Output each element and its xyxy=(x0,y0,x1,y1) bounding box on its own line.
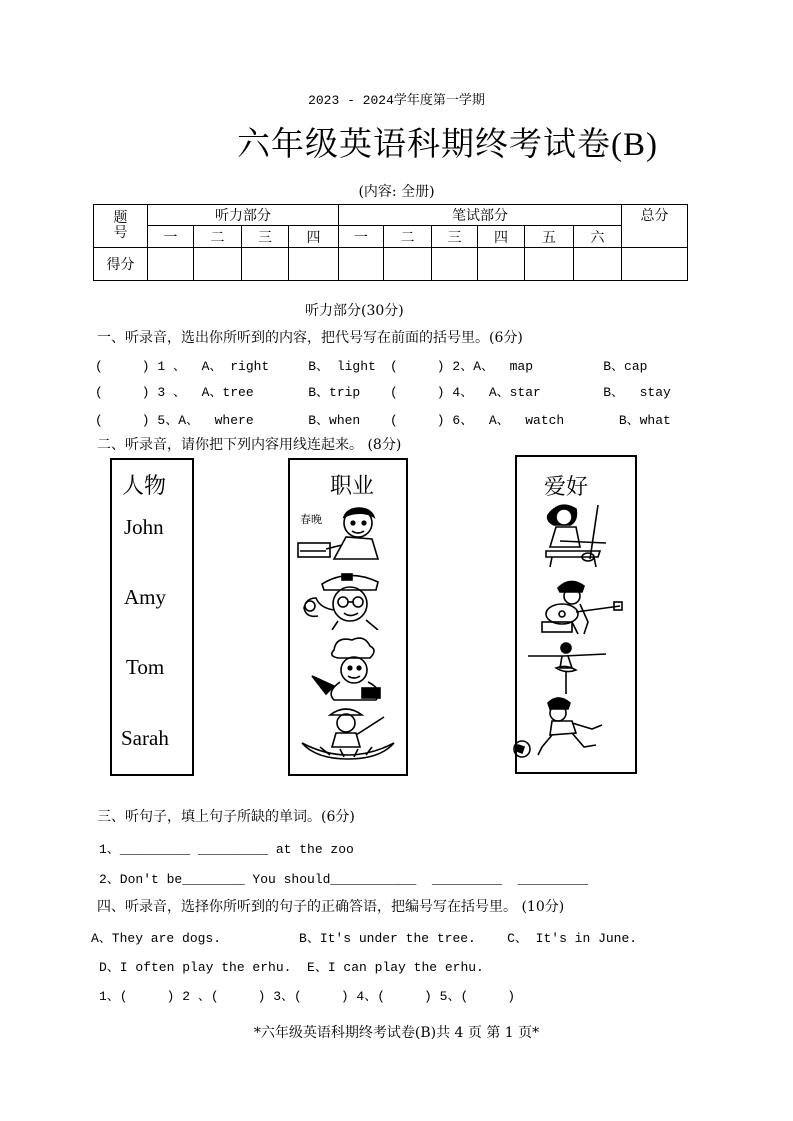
name-tom[interactable]: Tom xyxy=(126,655,165,679)
listening-col: 三 xyxy=(242,226,289,248)
erhu-picture[interactable] xyxy=(540,501,620,569)
s1-row2-right: ( ) 4、 A、star B、 stay xyxy=(390,385,671,400)
score-cell[interactable] xyxy=(574,248,622,281)
chunwan-char-1: 春晚 xyxy=(300,513,322,526)
listening-heading: 听力部分(30分) xyxy=(305,303,404,319)
writing-col: 六 xyxy=(574,226,622,248)
listening-col: 四 xyxy=(289,226,339,248)
exam-year: 2023 - 2024学年度第一学期 xyxy=(308,93,485,108)
score-cell[interactable] xyxy=(148,248,194,281)
writing-col: 三 xyxy=(432,226,478,248)
doctor-picture[interactable] xyxy=(298,568,398,630)
name-amy[interactable]: Amy xyxy=(124,585,166,609)
s1-row2-left: ( ) 3 、 A、tree B、trip xyxy=(95,385,361,400)
exam-title: 六年级英语科期终考试卷(B) xyxy=(237,127,658,163)
fisherman-picture[interactable] xyxy=(300,703,396,761)
writing-col: 一 xyxy=(339,226,384,248)
s1-row1-left: ( ) 1 、 A、 right B、 light xyxy=(95,359,376,374)
section3-line1[interactable]: 1、_________ _________ at the zoo xyxy=(99,842,354,857)
section4-answers[interactable]: 1、( ) 2 、( ) 3、( ) 4、( ) 5、( ) xyxy=(99,989,516,1004)
section4-options-1: A、They are dogs. B、It's under the tree. C、 It's in June. xyxy=(91,931,638,946)
section3-line2[interactable]: 2、Don't be________ You should___________ _________ _________ xyxy=(99,872,588,887)
tv-host-picture[interactable] xyxy=(296,505,396,561)
listening-section-header: 听力部分 xyxy=(148,205,339,226)
listening-col: 一 xyxy=(148,226,194,248)
s1-row3-right: ( ) 6、 A、 watch B、what xyxy=(390,413,671,428)
question-number-header: 题号 xyxy=(94,205,148,248)
score-cell[interactable] xyxy=(289,248,339,281)
football-picture[interactable] xyxy=(512,695,618,759)
section1-heading: 一、听录音，选出你所听到的内容，把代号写在前面的括号里。(6分) xyxy=(97,330,523,346)
guitar-picture[interactable] xyxy=(528,578,624,636)
score-cell[interactable] xyxy=(478,248,525,281)
score-cell[interactable] xyxy=(194,248,242,281)
writing-col: 四 xyxy=(478,226,525,248)
writing-section-header: 笔试部分 xyxy=(339,205,622,226)
dancer-picture[interactable] xyxy=(526,640,614,696)
listening-col: 二 xyxy=(194,226,242,248)
hobbies-title: 爱好 xyxy=(544,475,589,500)
score-cell[interactable] xyxy=(432,248,478,281)
section3-heading: 三、听句子，填上句子所缺的单词。(6分) xyxy=(97,809,355,825)
s1-row1-right: ( ) 2、A、 map B、cap xyxy=(390,359,648,374)
score-row-label: 得分 xyxy=(94,248,148,281)
total-score-header: 总分 xyxy=(622,205,688,248)
name-john[interactable]: John xyxy=(124,515,164,539)
score-cell[interactable] xyxy=(525,248,574,281)
name-sarah[interactable]: Sarah xyxy=(121,726,169,750)
score-table xyxy=(93,204,688,281)
total-score-cell[interactable] xyxy=(622,248,688,281)
writing-col: 五 xyxy=(525,226,574,248)
score-cell[interactable] xyxy=(242,248,289,281)
exam-content-scope: (内容: 全册) xyxy=(358,184,435,200)
people-title: 人物 xyxy=(122,474,167,499)
score-cell[interactable] xyxy=(339,248,384,281)
chef-picture[interactable] xyxy=(300,636,396,702)
writing-col: 二 xyxy=(384,226,432,248)
section2-heading: 二、听录音，请你把下列内容用线连起来。 (8分) xyxy=(97,437,402,453)
section4-heading: 四、听录音，选择你所听到的句子的正确答语，把编号写在括号里。 (10分) xyxy=(97,899,565,915)
section4-options-2: D、I often play the erhu. E、I can play the erhu. xyxy=(99,960,484,975)
jobs-title: 职业 xyxy=(330,474,375,499)
score-cell[interactable] xyxy=(384,248,432,281)
page-footer: *六年级英语科期终考试卷(B)共 4 页 第 1 页* xyxy=(253,1025,540,1041)
s1-row3-left: ( ) 5、A、 where B、when xyxy=(95,413,361,428)
